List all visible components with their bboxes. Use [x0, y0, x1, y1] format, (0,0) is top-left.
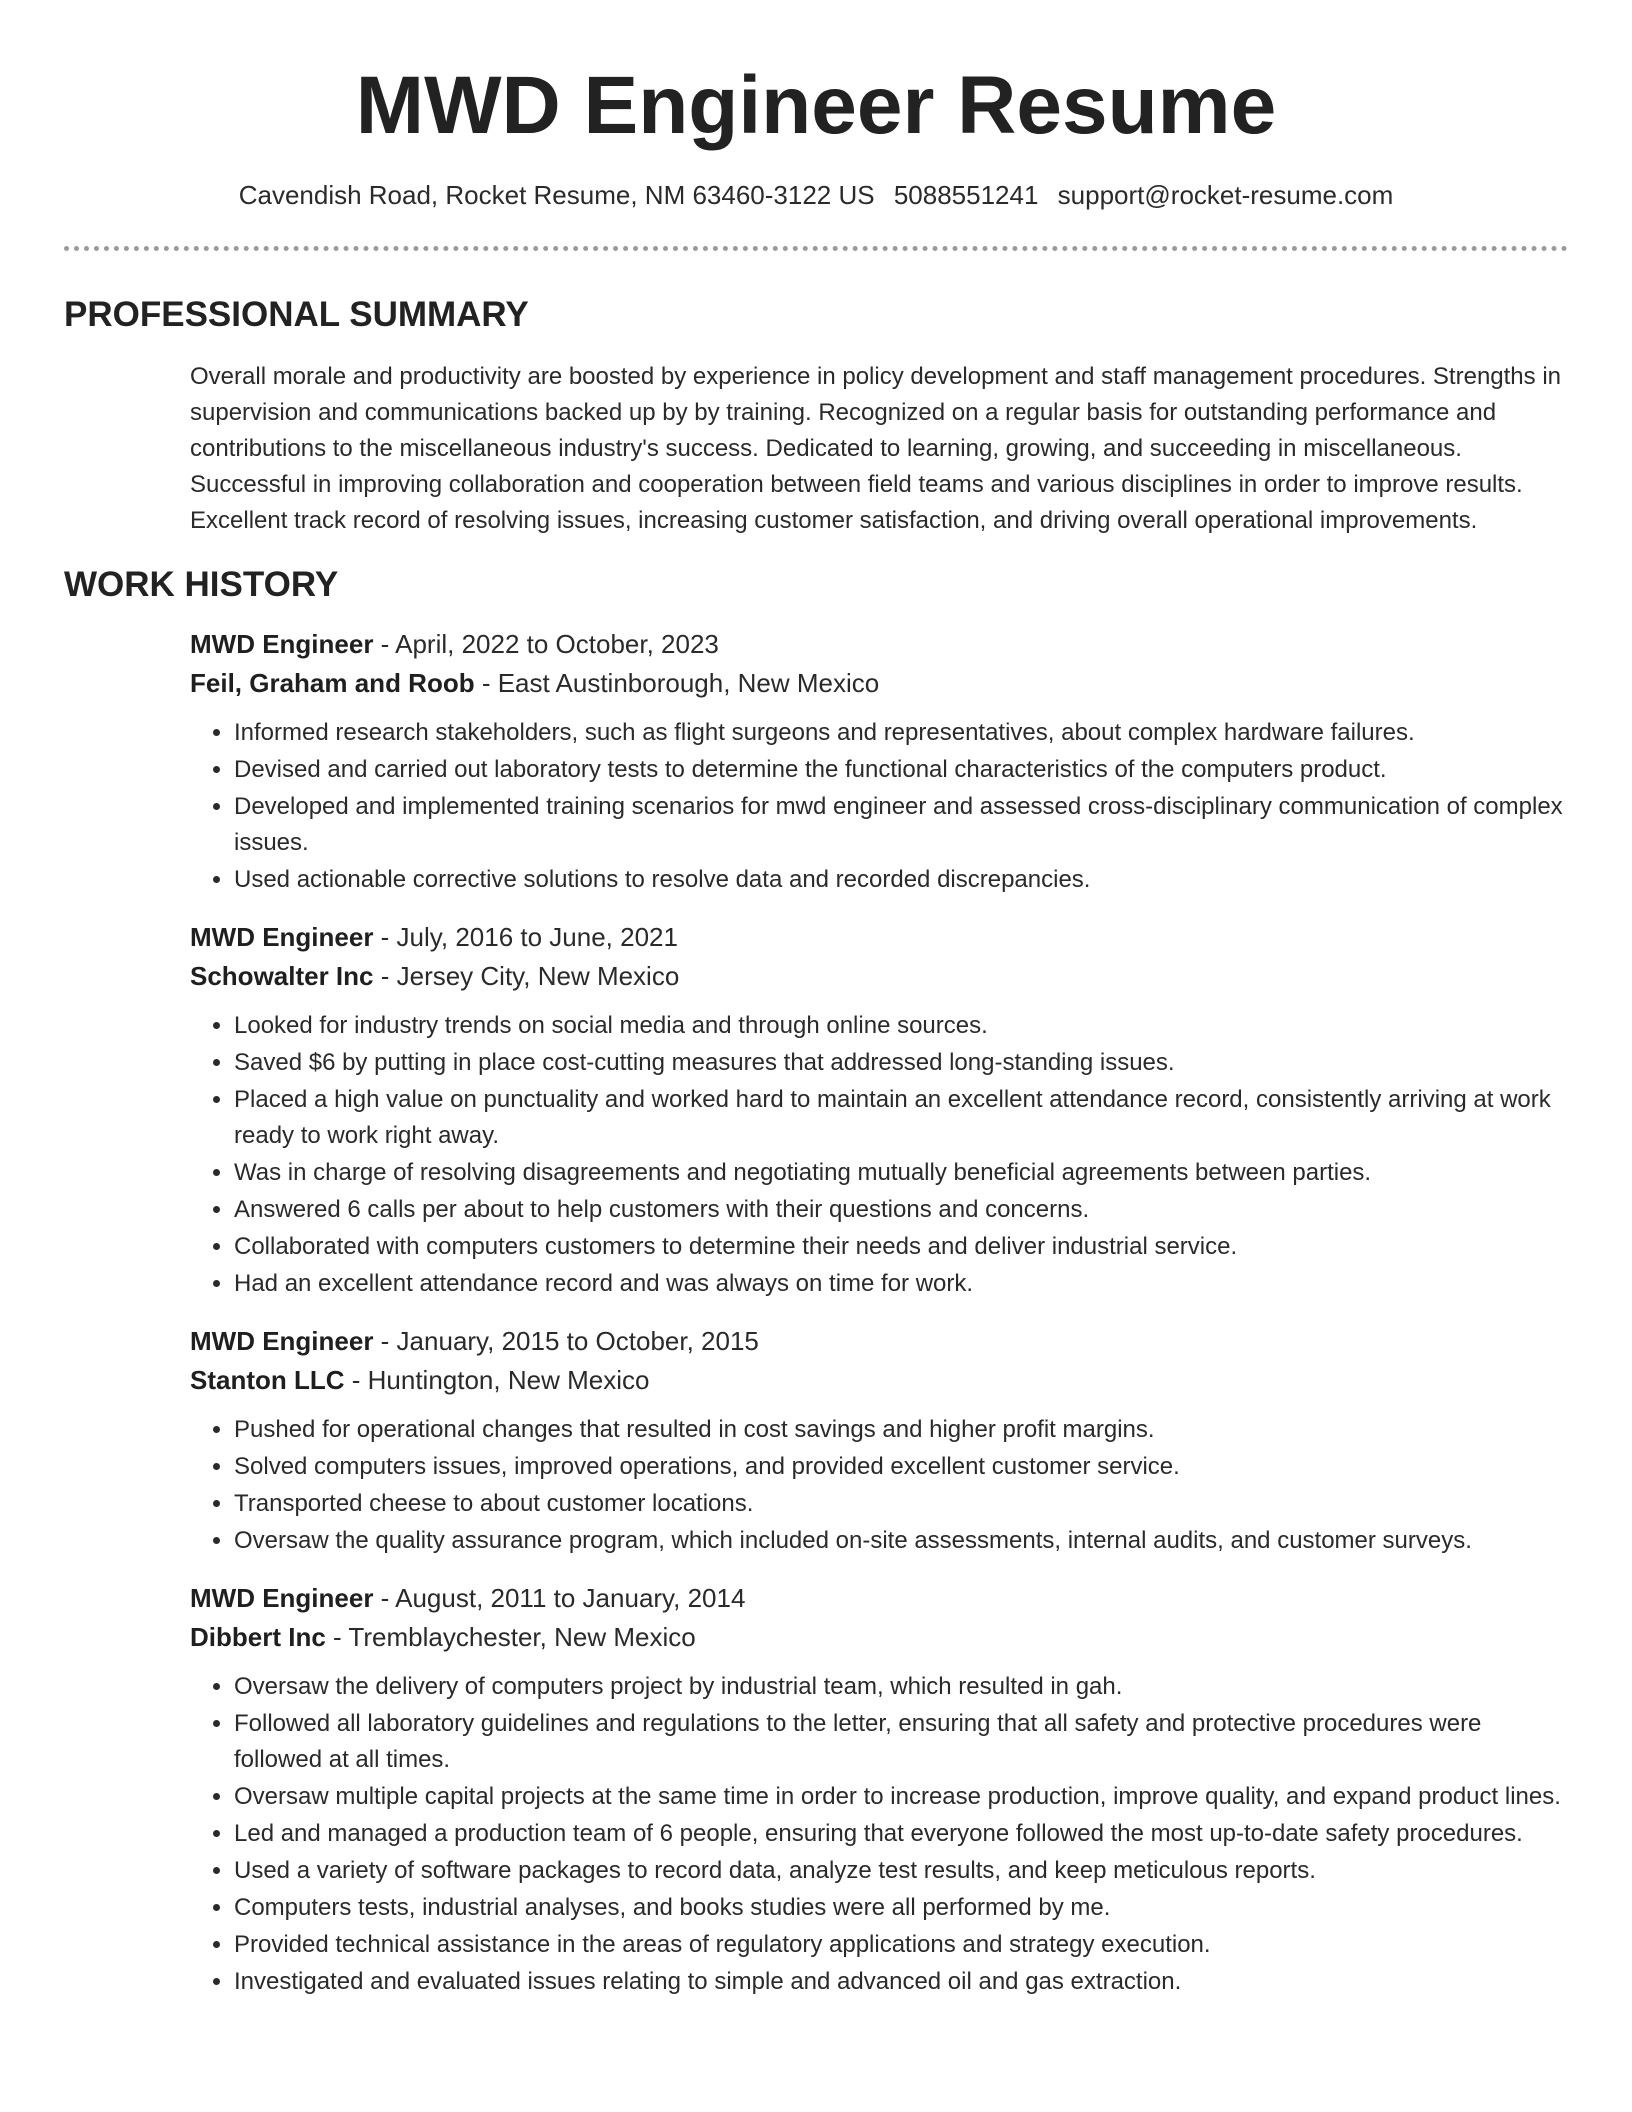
- job-entry: [190, 1322, 1568, 1559]
- job-dates: - January, 2015 to October, 2015: [373, 1326, 759, 1356]
- job-bullets: [190, 1412, 1568, 1559]
- summary-text: Overall morale and productivity are boosted by experience in policy development and staff management procedures. Strengths in supervision and communications backed up by by training. Recognized on a regular basis for outstanding performance and contributions to the miscellaneous industry's success. Dedicated to learning, growing, and succeeding in miscellaneous. Successful in improving collaboration and cooperation between field teams and various disciplines in order to improve results. Excellent track record of resolving issues, increasing customer satisfaction, and driving overall operational improvements.: [190, 363, 1561, 534]
- bullet-item: • Oversaw multiple capital projects at the same time in order to increase production, improve quality, and expand product lines.: [234, 1779, 1568, 1815]
- job-entry: [190, 1579, 1568, 2000]
- bullet-item: • Looked for industry trends on social media and through online sources.: [234, 1008, 1568, 1044]
- company-line: [190, 1618, 1568, 1657]
- job-entry: [190, 625, 1568, 898]
- resume-title: MWD Engineer Resume: [355, 60, 1277, 151]
- bullet-item: • Oversaw the quality assurance program, which included on-site assessments, internal audits, and customer surveys.: [234, 1523, 1568, 1559]
- job-bullets: [190, 1669, 1568, 2000]
- bullet-item: • Used actionable corrective solutions to resolve data and recorded discrepancies.: [234, 862, 1568, 898]
- job-title-line: [190, 918, 1568, 957]
- bullet-item: • Used a variety of software packages to record data, analyze test results, and keep meticulous reports.: [234, 1853, 1568, 1889]
- header-divider: [64, 246, 1568, 251]
- bullet-item: • Solved computers issues, improved operations, and provided excellent customer service.: [234, 1449, 1568, 1485]
- bullet-item: • Had an excellent attendance record and was always on time for work.: [234, 1266, 1568, 1302]
- company-name: Schowalter Inc: [190, 961, 374, 991]
- job-bullets: [190, 715, 1568, 898]
- contact-address: Cavendish Road, Rocket Resume, NM 63460-3122 US: [238, 180, 875, 210]
- bullet-item: • Answered 6 calls per about to help customers with their questions and concerns.: [234, 1192, 1568, 1228]
- job-title: MWD Engineer: [190, 629, 374, 659]
- company-name: Stanton LLC: [190, 1365, 345, 1395]
- company-name: Feil, Graham and Roob: [190, 668, 475, 698]
- work-history-heading: WORK HISTORY: [64, 565, 339, 604]
- bullet-item: • Collaborated with computers customers to determine their needs and deliver industrial service.: [234, 1229, 1568, 1265]
- bullet-item: • Saved $6 by putting in place cost-cutting measures that addressed long-standing issues.: [234, 1045, 1568, 1081]
- bullet-item: • Placed a high value on punctuality and worked hard to maintain an excellent attendance record, consistently arriving at work ready to work right away.: [234, 1082, 1568, 1154]
- contact-phone: 5088551241: [893, 180, 1039, 210]
- company-location: - Huntington, New Mexico: [344, 1365, 650, 1395]
- job-title: MWD Engineer: [190, 1583, 374, 1613]
- job-title: MWD Engineer: [190, 922, 374, 952]
- summary-heading: PROFESSIONAL SUMMARY: [64, 295, 529, 334]
- job-title: MWD Engineer: [190, 1326, 374, 1356]
- job-dates: - April, 2022 to October, 2023: [373, 629, 719, 659]
- contact-line: [64, 178, 1568, 212]
- job-title-line: [190, 1579, 1568, 1618]
- bullet-item: • Developed and implemented training scenarios for mwd engineer and assessed cross-disciplinary communication of complex issues.: [234, 789, 1568, 861]
- bullet-item: • Provided technical assistance in the areas of regulatory applications and strategy execution.: [234, 1927, 1568, 1963]
- company-line: [190, 1361, 1568, 1400]
- company-name: Dibbert Inc: [190, 1622, 326, 1652]
- job-dates: - August, 2011 to January, 2014: [373, 1583, 746, 1613]
- bullet-item: • Followed all laboratory guidelines and regulations to the letter, ensuring that all safety and protective procedures were followed at all times.: [234, 1706, 1568, 1778]
- bullet-item: • Investigated and evaluated issues relating to simple and advanced oil and gas extraction.: [234, 1964, 1568, 2000]
- company-location: - East Austinborough, New Mexico: [474, 668, 880, 698]
- job-title-line: [190, 1322, 1568, 1361]
- job-title-line: [190, 625, 1568, 664]
- bullet-item: • Informed research stakeholders, such as flight surgeons and representatives, about complex hardware failures.: [234, 715, 1568, 751]
- work-history-list: [190, 625, 1568, 2000]
- job-bullets: [190, 1008, 1568, 1302]
- company-location: - Jersey City, New Mexico: [373, 961, 680, 991]
- bullet-item: • Oversaw the delivery of computers project by industrial team, which resulted in gah.: [234, 1669, 1568, 1705]
- bullet-item: • Pushed for operational changes that resulted in cost savings and higher profit margins.: [234, 1412, 1568, 1448]
- job-dates: - July, 2016 to June, 2021: [373, 922, 678, 952]
- company-line: [190, 664, 1568, 703]
- bullet-item: • Was in charge of resolving disagreements and negotiating mutually beneficial agreements between parties.: [234, 1155, 1568, 1191]
- company-line: [190, 957, 1568, 996]
- job-entry: [190, 918, 1568, 1302]
- bullet-item: • Computers tests, industrial analyses, and books studies were all performed by me.: [234, 1890, 1568, 1926]
- resume-page: [64, 0, 1568, 2001]
- contact-email: support@rocket-resume.com: [1057, 180, 1394, 210]
- bullet-item: • Transported cheese to about customer locations.: [234, 1486, 1568, 1522]
- company-location: - Tremblaychester, New Mexico: [325, 1622, 696, 1652]
- bullet-item: • Led and managed a production team of 6 people, ensuring that everyone followed the most up-to-date safety procedures.: [234, 1816, 1568, 1852]
- bullet-item: • Devised and carried out laboratory tests to determine the functional characteristics of the computers product.: [234, 752, 1568, 788]
